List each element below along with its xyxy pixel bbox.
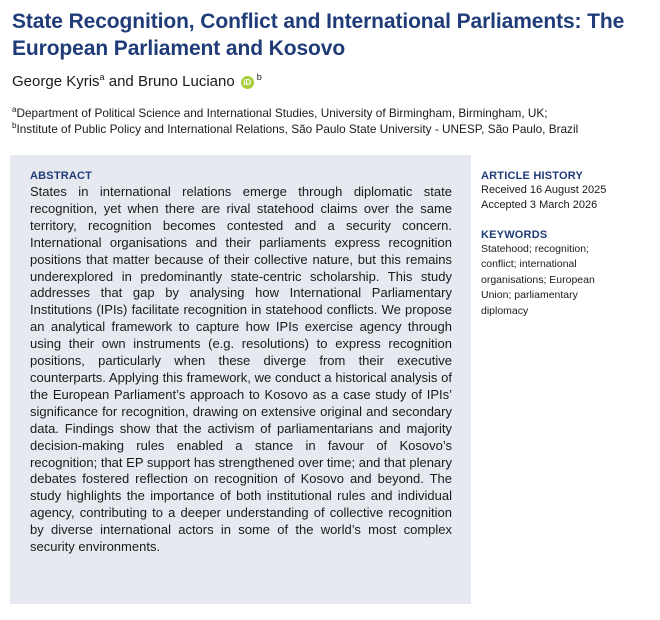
article-history — [481, 170, 651, 213]
affiliation-line — [12, 122, 652, 138]
affiliation-text: Department of Political Science and International Studies, University of Birmingham, Birmingham, UK; — [16, 106, 548, 120]
article-sidebar — [481, 170, 651, 319]
abstract-heading: ABSTRACT — [30, 170, 93, 182]
affiliation-line — [12, 106, 652, 122]
abstract-text: States in international relations emerge through diplomatic state recognition, yet when there are rival statehood claims over the same territory, recognition becomes contested and a security concern. International organisations and their parliaments express recognition positions that matter because of their collective nature, but this remains underexplored in predominantly state-centric scholarship. This study addresses that gap by analysing how International Parliamentary Institutions (IPIs) facilitate recognition in statehood conflicts. We propose an analytical framework to capture how IPIs exercise agency through using their own instruments (e.g. resolutions) to express recognition positions, particularly when these diverge from their executive counterparts. Applying this framework, we conduct a historical analysis of the European Parliament’s approach to Kosovo as a case study of IPIs’ significance for recognition, drawing on extensive original and secondary data. Findings show that the activism of parliamentarians and majority decision-making rules enabled a stance in favour of Kosovo’s recognition; that EP support has strengthened over time; and that plenary debates fostered reflection on recognition of Kosovo and beyond. The study highlights the importance of both institutional rules and individual agency, contributing to a deeper understanding of collective recognition by diverse international actors in some of the world’s most complex security environments. — [30, 184, 452, 555]
author-line — [12, 72, 262, 92]
affiliations — [12, 106, 652, 137]
author-separator: and — [108, 73, 134, 90]
affiliation-marker: b — [256, 72, 262, 82]
affiliation-marker: a — [99, 72, 105, 82]
abstract-box — [10, 155, 471, 604]
affiliation-marker: a — [12, 105, 17, 115]
article-title: State Recognition, Conflict and International Parliaments: The European Parliament and Kosovo — [12, 10, 625, 60]
accepted-date: Accepted 3 March 2026 — [481, 199, 598, 211]
keywords-heading: KEYWORDS — [481, 229, 548, 241]
article-history-heading: ARTICLE HISTORY — [481, 170, 584, 182]
orcid-icon[interactable]: iD — [241, 76, 254, 89]
keywords — [481, 229, 651, 319]
affiliation-text: Institute of Public Policy and International Relations, São Paulo State University - UNESP, São Paulo, Brazil — [16, 121, 579, 136]
author-name[interactable]: Bruno Luciano — [137, 73, 235, 90]
keywords-list: Statehood; recognition; conflict; international organisations; European Union; parliamentary diplomacy — [481, 243, 595, 317]
affiliation-marker: b — [12, 120, 17, 130]
author-name[interactable]: George Kyris — [12, 73, 100, 90]
received-date: Received 16 August 2025 — [481, 184, 607, 196]
